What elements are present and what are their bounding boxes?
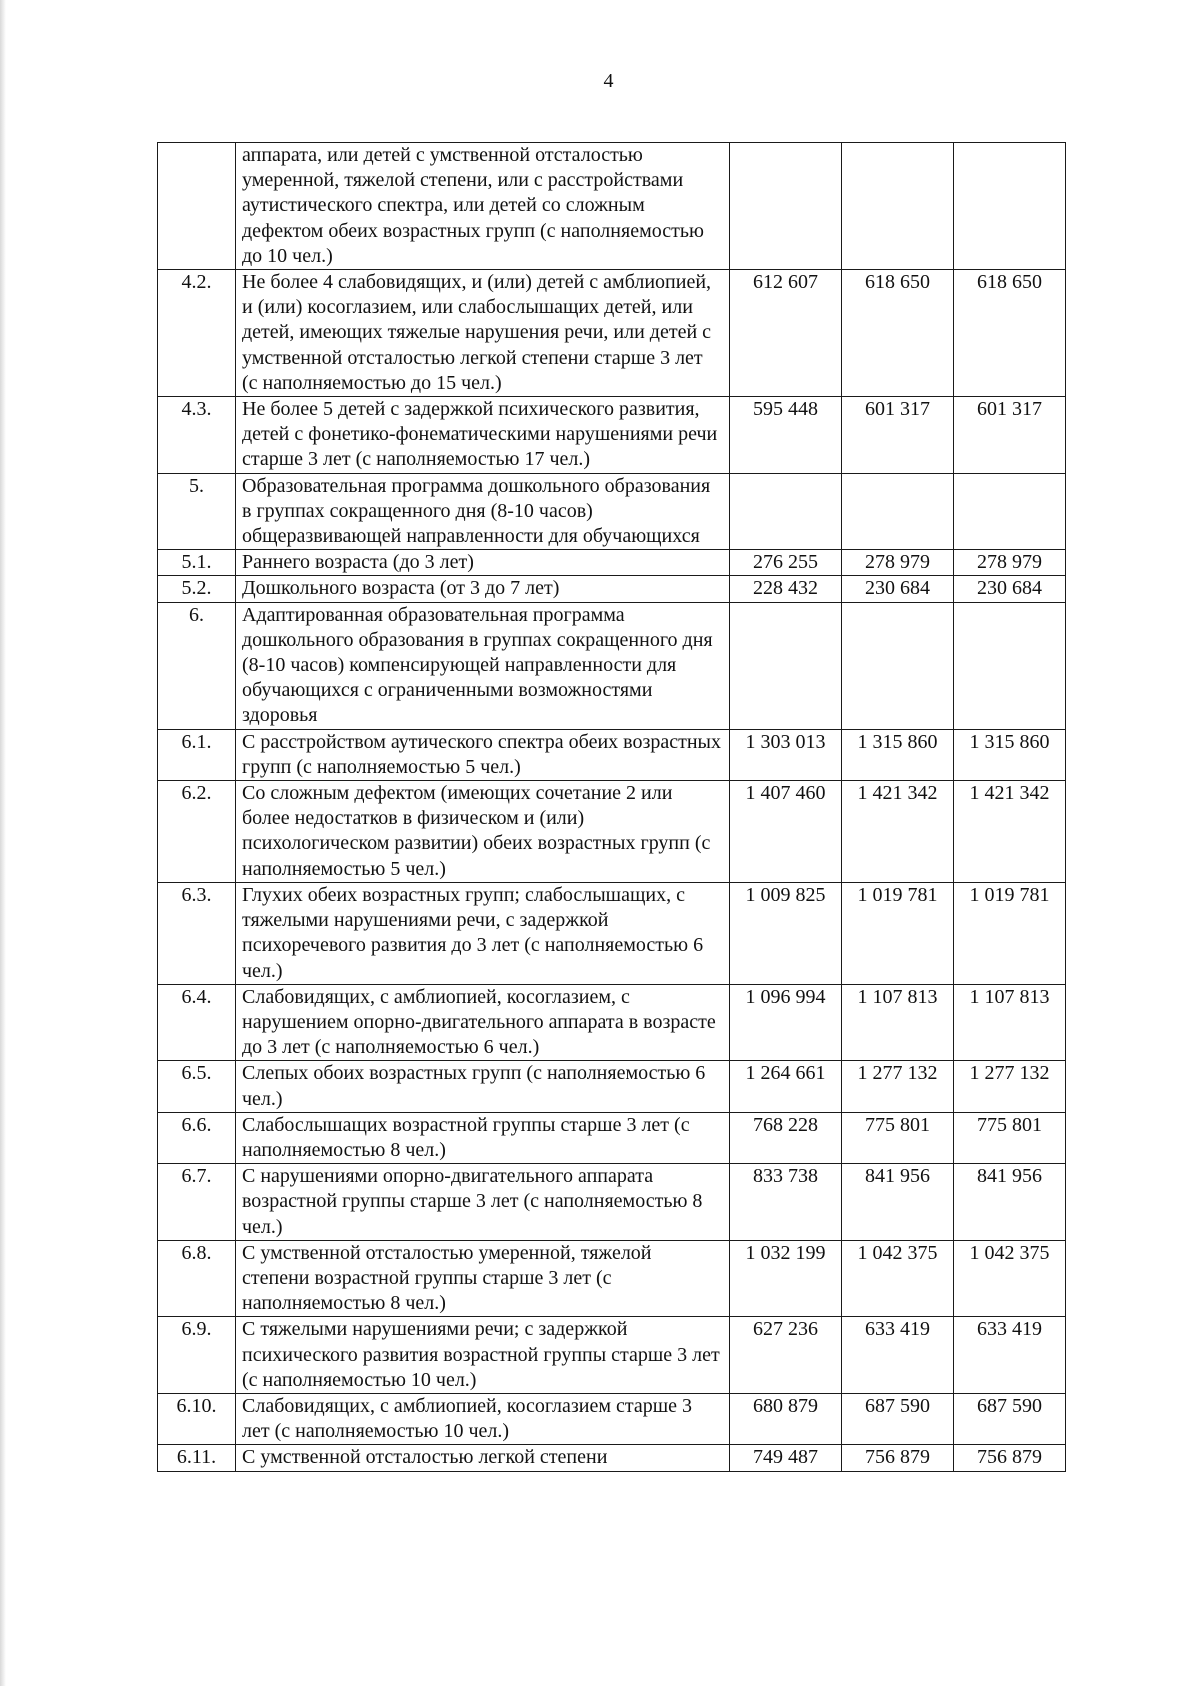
row-description: Со сложным дефектом (имеющих сочетание 2 или более недостатков в физическом и (или) психологическом развитии) обеих возрастных групп (с наполняемостью 5 чел.)	[236, 781, 730, 883]
table-row	[158, 729, 1066, 780]
scan-edge	[0, 0, 6, 1686]
row-description: С расстройством аутического спектра обеих возрастных групп (с наполняемостью 5 чел.)	[236, 729, 730, 780]
value-col-2: 841 956	[842, 1164, 954, 1241]
row-number: 6.3.	[158, 882, 236, 984]
value-col-1: 1 264 661	[730, 1061, 842, 1112]
value-col-3: 1 019 781	[954, 882, 1066, 984]
value-col-3	[954, 143, 1066, 270]
table-row	[158, 576, 1066, 602]
table-row	[158, 1061, 1066, 1112]
row-description: Слабовидящих, с амблиопией, косоглазием старше 3 лет (с наполняемостью 10 чел.)	[236, 1393, 730, 1444]
table-row	[158, 550, 1066, 576]
row-number: 6.	[158, 602, 236, 729]
row-number	[158, 143, 236, 270]
row-description: Глухих обеих возрастных групп; слабослышащих, с тяжелыми нарушениями речи, с задержкой психоречевого развития до 3 лет (с наполняемостью 6 чел.)	[236, 882, 730, 984]
row-number: 6.2.	[158, 781, 236, 883]
row-description: Образовательная программа дошкольного образования в группах сокращенного дня (8-10 часов) общеразвивающей направленности для обучающихся	[236, 473, 730, 550]
value-col-1: 1 303 013	[730, 729, 842, 780]
value-col-3: 618 650	[954, 270, 1066, 397]
row-number: 5.1.	[158, 550, 236, 576]
row-number: 6.10.	[158, 1393, 236, 1444]
row-number: 6.9.	[158, 1317, 236, 1394]
row-description: аппарата, или детей с умственной отсталостью умеренной, тяжелой степени, или с расстройствами аутистического спектра, или детей со сложным дефектом обеих возрастных групп (с наполняемостью до 10 чел.)	[236, 143, 730, 270]
value-col-3: 775 801	[954, 1112, 1066, 1163]
row-number: 6.8.	[158, 1240, 236, 1317]
value-col-3: 756 879	[954, 1445, 1066, 1471]
value-col-1	[730, 143, 842, 270]
value-col-2: 618 650	[842, 270, 954, 397]
value-col-2: 1 315 860	[842, 729, 954, 780]
value-col-1: 833 738	[730, 1164, 842, 1241]
row-number: 4.3.	[158, 397, 236, 474]
table-row	[158, 473, 1066, 550]
table-row	[158, 397, 1066, 474]
value-col-2: 1 421 342	[842, 781, 954, 883]
value-col-2: 1 042 375	[842, 1240, 954, 1317]
value-col-1: 1 009 825	[730, 882, 842, 984]
row-number: 5.2.	[158, 576, 236, 602]
row-description: Не более 4 слабовидящих, и (или) детей с амблиопией, и (или) косоглазием, или слабослышащих детей, или детей, имеющих тяжелые нарушения речи, или детей с умственной отсталостью легкой степени старше 3 лет (с наполняемостью до 15 чел.)	[236, 270, 730, 397]
value-col-3	[954, 602, 1066, 729]
value-col-2	[842, 602, 954, 729]
value-col-1: 595 448	[730, 397, 842, 474]
row-description: Не более 5 детей с задержкой психического развития, детей с фонетико-фонематическими нарушениями речи старше 3 лет (с наполняемостью 17 чел.)	[236, 397, 730, 474]
row-number: 6.7.	[158, 1164, 236, 1241]
value-col-1: 228 432	[730, 576, 842, 602]
table-row	[158, 602, 1066, 729]
value-col-1: 680 879	[730, 1393, 842, 1444]
value-col-1: 749 487	[730, 1445, 842, 1471]
value-col-1: 276 255	[730, 550, 842, 576]
value-col-3: 230 684	[954, 576, 1066, 602]
value-col-2: 1 107 813	[842, 984, 954, 1061]
value-col-2: 756 879	[842, 1445, 954, 1471]
value-col-3: 633 419	[954, 1317, 1066, 1394]
value-col-1: 1 096 994	[730, 984, 842, 1061]
value-col-2	[842, 473, 954, 550]
table-row	[158, 270, 1066, 397]
value-col-3: 841 956	[954, 1164, 1066, 1241]
row-description: С нарушениями опорно-двигательного аппарата возрастной группы старше 3 лет (с наполняемостью 8 чел.)	[236, 1164, 730, 1241]
value-col-2: 687 590	[842, 1393, 954, 1444]
value-col-2: 230 684	[842, 576, 954, 602]
table-body	[158, 143, 1066, 1472]
value-col-3: 1 277 132	[954, 1061, 1066, 1112]
table-row	[158, 1240, 1066, 1317]
tariff-table	[157, 142, 1066, 1472]
value-col-1: 768 228	[730, 1112, 842, 1163]
table-row	[158, 1112, 1066, 1163]
value-col-2: 775 801	[842, 1112, 954, 1163]
row-description: Слабослышащих возрастной группы старше 3 лет (с наполняемостью 8 чел.)	[236, 1112, 730, 1163]
row-description: Дошкольного возраста (от 3 до 7 лет)	[236, 576, 730, 602]
value-col-3: 687 590	[954, 1393, 1066, 1444]
value-col-2: 278 979	[842, 550, 954, 576]
row-number: 6.1.	[158, 729, 236, 780]
value-col-1: 1 407 460	[730, 781, 842, 883]
value-col-3	[954, 473, 1066, 550]
value-col-2: 633 419	[842, 1317, 954, 1394]
row-number: 4.2.	[158, 270, 236, 397]
row-description: Слепых обоих возрастных групп (с наполняемостью 6 чел.)	[236, 1061, 730, 1112]
value-col-1	[730, 473, 842, 550]
row-description: Раннего возраста (до 3 лет)	[236, 550, 730, 576]
row-number: 6.6.	[158, 1112, 236, 1163]
table-row	[158, 1164, 1066, 1241]
value-col-3: 1 042 375	[954, 1240, 1066, 1317]
page-number: 4	[603, 70, 614, 92]
value-col-2: 601 317	[842, 397, 954, 474]
row-number: 5.	[158, 473, 236, 550]
value-col-3: 278 979	[954, 550, 1066, 576]
row-number: 6.5.	[158, 1061, 236, 1112]
table-row	[158, 143, 1066, 270]
table-row	[158, 1445, 1066, 1471]
value-col-3: 601 317	[954, 397, 1066, 474]
value-col-3: 1 421 342	[954, 781, 1066, 883]
row-number: 6.11.	[158, 1445, 236, 1471]
row-description: С тяжелыми нарушениями речи; с задержкой психического развития возрастной группы старше 3 лет (с наполняемостью 10 чел.)	[236, 1317, 730, 1394]
value-col-1: 1 032 199	[730, 1240, 842, 1317]
value-col-1	[730, 602, 842, 729]
table-row	[158, 1317, 1066, 1394]
value-col-1: 627 236	[730, 1317, 842, 1394]
row-description: С умственной отсталостью легкой степени	[236, 1445, 730, 1471]
row-description: Адаптированная образовательная программа дошкольного образования в группах сокращенного дня (8-10 часов) компенсирующей направленности для обучающихся с ограниченными возможностями здоровья	[236, 602, 730, 729]
value-col-2	[842, 143, 954, 270]
table-row	[158, 882, 1066, 984]
table-row	[158, 984, 1066, 1061]
table-row	[158, 1393, 1066, 1444]
value-col-1: 612 607	[730, 270, 842, 397]
row-description: С умственной отсталостью умеренной, тяжелой степени возрастной группы старше 3 лет (с наполняемостью 8 чел.)	[236, 1240, 730, 1317]
row-number: 6.4.	[158, 984, 236, 1061]
value-col-2: 1 277 132	[842, 1061, 954, 1112]
value-col-3: 1 315 860	[954, 729, 1066, 780]
value-col-3: 1 107 813	[954, 984, 1066, 1061]
value-col-2: 1 019 781	[842, 882, 954, 984]
table-row	[158, 781, 1066, 883]
row-description: Слабовидящих, с амблиопией, косоглазием, с нарушением опорно-двигательного аппарата в возрасте до 3 лет (с наполняемостью 6 чел.)	[236, 984, 730, 1061]
